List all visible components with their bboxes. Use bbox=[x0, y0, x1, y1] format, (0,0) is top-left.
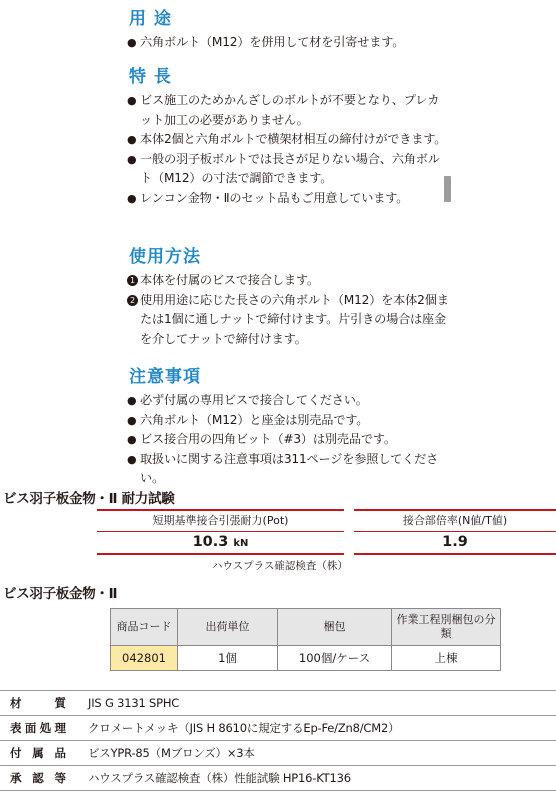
spec-label: 付属品 bbox=[10, 746, 66, 760]
product-unit: 1個 bbox=[178, 646, 278, 671]
strength-table bbox=[0, 509, 556, 553]
spec-table bbox=[0, 690, 556, 791]
spec-row-material bbox=[0, 690, 556, 716]
caution-item: ● 六角ボルト（M12）と座金は別売品です。 bbox=[127, 411, 449, 431]
strength-col-tension bbox=[97, 509, 344, 555]
step-number-icon: 1 bbox=[127, 275, 138, 286]
bullet-icon: ● bbox=[127, 152, 137, 166]
bullet-icon: ● bbox=[127, 452, 137, 466]
scrollbar-thumb[interactable] bbox=[444, 176, 451, 202]
bullet-icon: ● bbox=[127, 191, 137, 205]
product-pack: 100個/ケース bbox=[278, 646, 392, 671]
bullet-icon: ● bbox=[127, 394, 137, 407]
ratio-value: 1.9 bbox=[442, 534, 468, 550]
tension-value: 10.3 kN bbox=[192, 534, 249, 550]
spec-value: クロメートメッキ（JIS H 8610に規定するEp-Fe/Zn8/CM2） bbox=[88, 721, 400, 735]
feature-item: ● 一般の羽子板ボルトでは長さが足りない場合、六角ボルト（M12）の寸法で調節できます。 bbox=[127, 151, 440, 185]
strength-col-ratio bbox=[354, 509, 556, 555]
caution-item: ● 取扱いに関する注意事項は311ページを参照してください。 bbox=[127, 451, 439, 485]
bullet-icon: ● bbox=[127, 94, 137, 107]
usage-section bbox=[127, 8, 449, 53]
product-header-code: 商品コード bbox=[111, 609, 178, 646]
method-step: 1 本体を付属のビスで接合します。 bbox=[127, 271, 449, 291]
features-section bbox=[127, 66, 449, 208]
product-title: ビス羽子板金物・Ⅱ bbox=[3, 586, 118, 602]
spec-label: 表面処理 bbox=[10, 721, 66, 735]
spec-label: 材質 bbox=[10, 696, 66, 710]
product-table bbox=[110, 608, 501, 671]
spec-value: ビスYPR-85（Mブロンズ）×3本 bbox=[88, 746, 255, 760]
spec-row-finish bbox=[0, 716, 556, 741]
product-category: 上棟 bbox=[392, 646, 501, 671]
features-heading: 特 長 bbox=[129, 67, 172, 87]
test-note: ハウスプラス確認検査（株） bbox=[212, 560, 348, 572]
caution-item: ● ビス接合用の四角ビット（#3）は別売品です。 bbox=[127, 430, 449, 450]
spec-value: JIS G 3131 SPHC bbox=[88, 696, 180, 710]
cautions-section bbox=[127, 366, 449, 489]
bullet-icon: ● bbox=[127, 133, 137, 146]
method-section bbox=[127, 246, 449, 349]
spec-row-accessories bbox=[0, 741, 556, 766]
table-row bbox=[111, 646, 501, 671]
method-step: 2 使用用途に応じた長さの六角ボルト（M12）を本体2個または1個に通しナットで締付けます。片引きの場合は座金を介してナットで締付けます。 bbox=[127, 291, 449, 350]
step-number-icon: 2 bbox=[127, 295, 138, 306]
ratio-header: 接合部倍率(N値/T値) bbox=[354, 511, 556, 532]
tension-unit: kN bbox=[233, 538, 249, 549]
spec-value: ハウスプラス確認検査（株）性能試験 HP16-KT136 bbox=[88, 771, 351, 785]
strength-title: ビス羽子板金物・Ⅱ 耐力試験 bbox=[3, 491, 175, 507]
spec-row-approval bbox=[0, 766, 556, 791]
caution-item: ● 必ず付属の専用ビスで接合してください。 bbox=[127, 391, 449, 411]
method-heading: 使用方法 bbox=[129, 247, 201, 267]
bullet-icon: ● bbox=[127, 433, 137, 446]
product-code: 042801 bbox=[111, 646, 178, 671]
feature-item: ● 本体2個と六角ボルトで横架材相互の締付けができます。 bbox=[127, 130, 449, 150]
cautions-heading: 注意事項 bbox=[129, 367, 201, 387]
feature-item: ● レンコン金物・Ⅱのセット品もご用意しています。 bbox=[127, 189, 449, 209]
product-header-unit: 出荷単位 bbox=[178, 609, 278, 646]
product-header-category: 作業工程別梱包の分類 bbox=[392, 609, 501, 646]
spec-label: 承認等 bbox=[10, 771, 66, 785]
usage-heading: 用 途 bbox=[129, 9, 172, 29]
tension-header: 短期基準接合引張耐力(Pot) bbox=[97, 511, 344, 532]
usage-item: ● 六角ボルト（M12）を併用して材を引寄せます。 bbox=[127, 33, 449, 53]
bullet-icon: ● bbox=[127, 36, 137, 49]
product-header-pack: 梱包 bbox=[278, 609, 392, 646]
feature-item: ● ビス施工のためかんざしのボルトが不要となり、プレカット加工の必要がありません。 bbox=[127, 93, 440, 127]
bullet-icon: ● bbox=[127, 413, 137, 427]
